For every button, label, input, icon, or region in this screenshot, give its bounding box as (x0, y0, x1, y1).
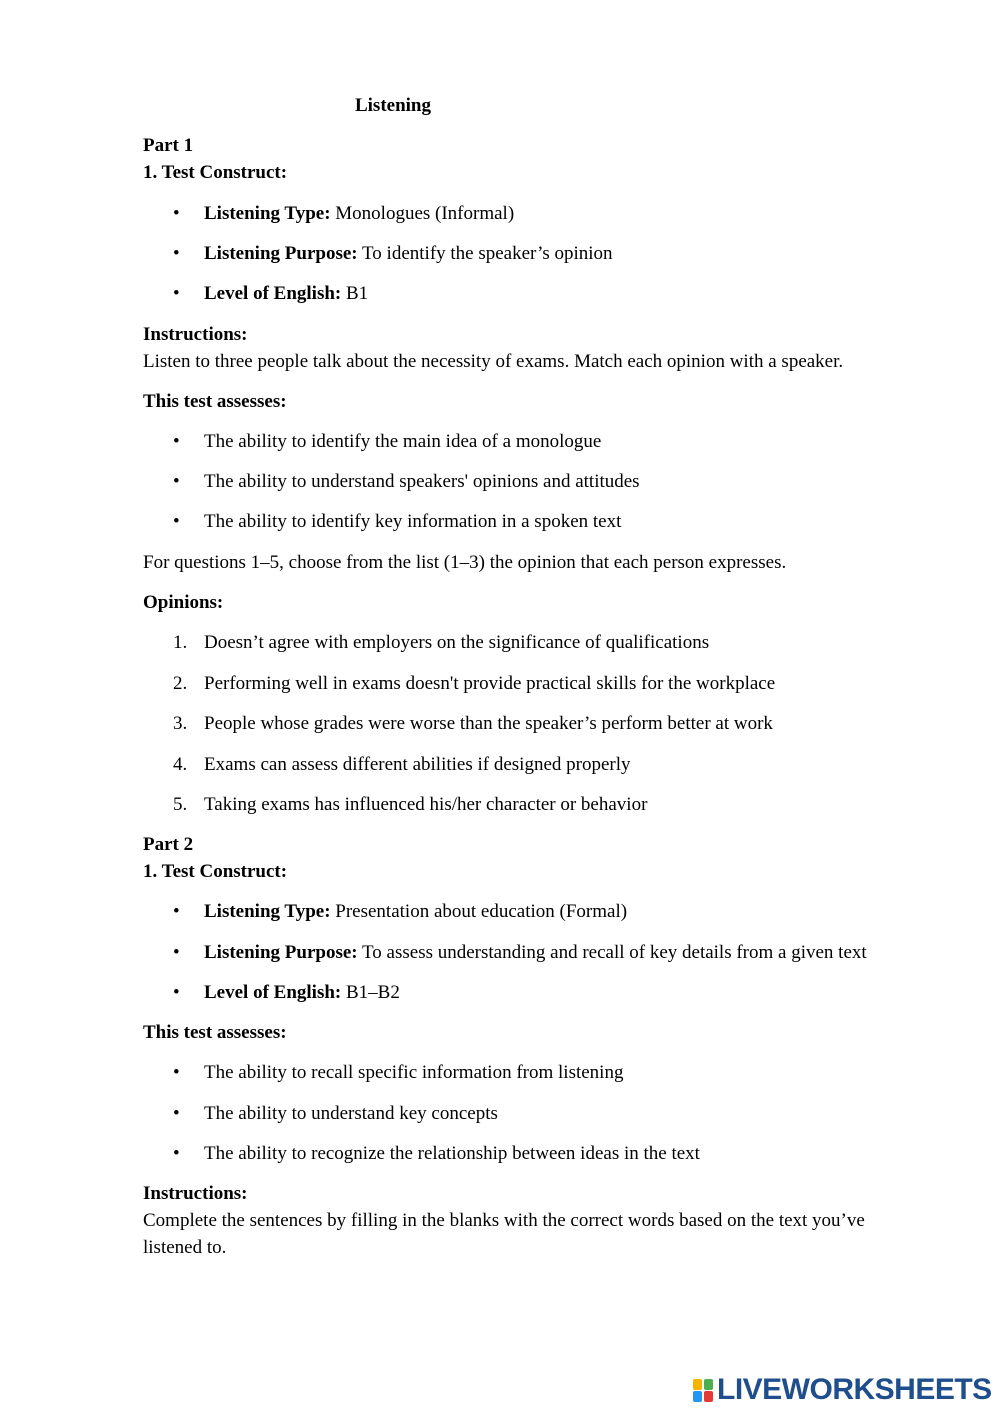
part2-instructions-line: listened to. (143, 1237, 227, 1258)
bullet-icon: • (173, 942, 180, 963)
part1-questions-text: For questions 1–5, choose from the list (1–3) the opinion that each person expresses. (143, 552, 787, 573)
assesses-text: The ability to understand key concepts (204, 1103, 498, 1124)
construct-label: Listening Type: (204, 901, 331, 922)
opinion-text: People whose grades were worse than the speaker’s perform better at work (204, 713, 773, 734)
construct-value: Presentation about education (Formal) (330, 901, 628, 922)
opinion-text: Taking exams has influenced his/her character or behavior (204, 794, 648, 815)
bullet-icon: • (173, 243, 180, 264)
bullet-icon: • (173, 982, 180, 1003)
part2-assesses-heading: This test assesses: (143, 1022, 287, 1043)
bullet-icon: • (173, 471, 180, 492)
assesses-text: The ability to understand speakers' opinions and attitudes (204, 471, 640, 492)
part2-instructions-line: Complete the sentences by filling in the blanks with the correct words based on the text you’ve (143, 1210, 865, 1231)
part2-instructions-heading: Instructions: (143, 1183, 248, 1204)
opinion-text: Doesn’t agree with employers on the significance of qualifications (204, 632, 710, 653)
construct-label: Listening Purpose: (204, 942, 358, 963)
construct-value: Monologues (Informal) (330, 203, 515, 224)
page-title: Listening (354, 95, 432, 116)
assesses-text: The ability to recognize the relationship between ideas in the text (204, 1143, 700, 1164)
part1-construct-heading: 1. Test Construct: (143, 162, 288, 183)
construct-label: Level of English: (204, 982, 342, 1003)
assesses-text: The ability to identify key information in a spoken text (204, 511, 622, 532)
opinion-number: 3. (173, 713, 188, 734)
construct-value: B1 (341, 283, 369, 304)
construct-label: Listening Type: (204, 203, 331, 224)
part1-instructions: Listen to three people talk about the necessity of exams. Match each opinion with a speaker. (143, 351, 844, 372)
bullet-icon: • (173, 431, 180, 452)
opinion-number: 5. (173, 794, 188, 815)
liveworksheets-logo-icon (693, 1377, 715, 1403)
bullet-icon: • (173, 1143, 180, 1164)
part1-opinions-heading: Opinions: (143, 592, 224, 613)
part2-construct-heading: 1. Test Construct: (143, 861, 288, 882)
bullet-icon: • (173, 901, 180, 922)
opinion-number: 4. (173, 754, 188, 775)
part1-heading: Part 1 (143, 135, 194, 156)
opinion-text: Performing well in exams doesn't provide practical skills for the workplace (204, 673, 776, 694)
construct-value: To identify the speaker’s opinion (357, 243, 613, 264)
liveworksheets-logo[interactable] (693, 1373, 992, 1407)
construct-label: Listening Purpose: (204, 243, 358, 264)
assesses-text: The ability to recall specific information from listening (204, 1062, 624, 1083)
opinion-number: 2. (173, 673, 188, 694)
construct-value: B1–B2 (341, 982, 400, 1003)
bullet-icon: • (173, 203, 180, 224)
opinion-text: Exams can assess different abilities if designed properly (204, 754, 631, 775)
bullet-icon: • (173, 511, 180, 532)
part1-instructions-heading: Instructions: (143, 324, 248, 345)
bullet-icon: • (173, 1103, 180, 1124)
part1-assesses-heading: This test assesses: (143, 391, 287, 412)
assesses-text: The ability to identify the main idea of a monologue (204, 431, 602, 452)
construct-value: To assess understanding and recall of key details from a given text (357, 942, 867, 963)
part2-heading: Part 2 (143, 834, 194, 855)
opinion-number: 1. (173, 632, 188, 653)
bullet-icon: • (173, 283, 180, 304)
logo-text: LIVEWORKSHEETS (717, 1373, 992, 1406)
construct-label: Level of English: (204, 283, 342, 304)
bullet-icon: • (173, 1062, 180, 1083)
